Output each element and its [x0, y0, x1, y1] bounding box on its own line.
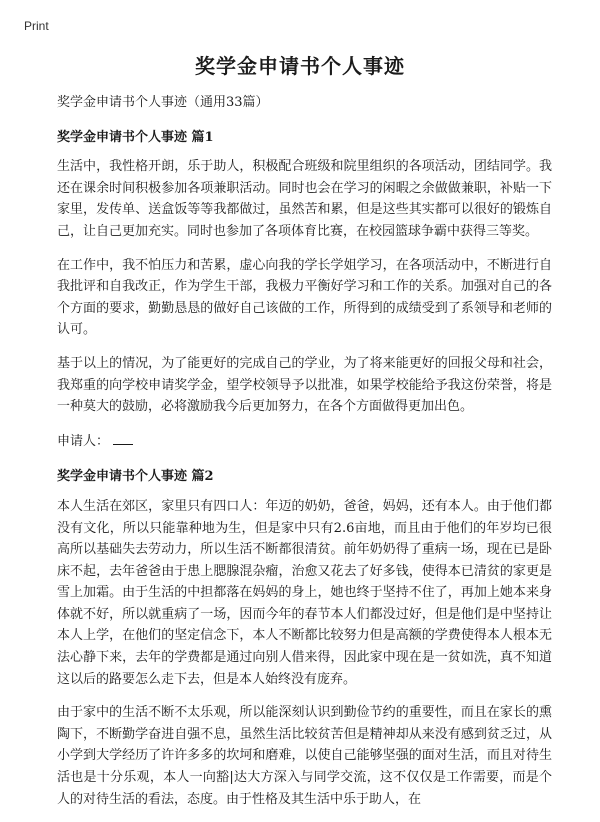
paragraph: 基于以上的情况，为了能更好的完成自己的学业，为了将来能更好的回报父母和社会，我郑重的向学校申请奖学金，望学校领导予以批准，如果学校能给予我这份荣誉，将是一种莫大的鼓励，必将激励我今后更加努力，在各个方面做得更加出色。: [57, 355, 552, 415]
paragraph: 在工作中，我不怕压力和苦累，虚心向我的学长学姐学习，在各项活动中，不断进行自我批评和自我改正，作为学生干部，我极力平衡好学习和工作的关系。加强对自己的各个方面的要求，勤勤恳恳的做好自己该做的工作，所得到的成绩受到了系领导和老师的认可。: [57, 257, 552, 338]
paragraph: 生活中，我性格开朗，乐于助人，积极配合班级和院里组织的各项活动，团结同学。我还在课余时间积极参加各项兼职活动。同时也会在学习的闲暇之余做做兼职，补贴一下家里，发传单、送盒饭等等我都做过，虽然苦和累，但是这些其实都可以很好的锻炼自己，让自己更加充实。同时也参加了各项体育比赛，在校园篮球争霸中获得三等奖。: [57, 159, 552, 239]
section-2: [57, 466, 552, 810]
paragraph: 本人生活在郊区，家里只有四口人：年迈的奶奶，爸爸，妈妈，还有本人。由于他们都没有文化，所以只能靠种地为生，但是家中只有2.6亩地，而且由于他们的年岁均已很高所以基础失去劳动力，所以生活不断都很清贫。前年奶奶得了重病一场，现在已是卧床不起，去年爸爸由于患上腮腺混杂瘤，治愈又花去了好多钱，使得本已清贫的家更是雪上加霜。由于生活的中担都落在妈妈的身上，她也终于坚持不住了，再加上她本来身体就不好，所以就重病了一场，因而今年的春节本人们都没过好，但是他们是中坚持让本人上学，在他们的坚定信念下，本人不断都比较努力但是高额的学费使得本人根本无法心静下来，去年的学费都是通过向别人借来得，因此家中现在是一贫如洗，真不知道这以后的路要怎么走下去，但是本人始终没有庞弃。: [57, 498, 552, 687]
document-body: [57, 92, 552, 822]
section-heading: 奖学金申请书个人事迹 篇1: [57, 129, 214, 145]
print-link[interactable]: Print: [24, 19, 49, 33]
section-1: [57, 127, 552, 453]
applicant-label: 申请人：: [57, 433, 110, 449]
section-heading: 奖学金申请书个人事迹 篇2: [57, 469, 214, 485]
signature-blank: [113, 430, 133, 445]
paragraph: 由于家中的生活不断不太乐观，所以能深刻认识到勤俭节约的重要性，而且在家长的熏陶下，不断勤学奋进自强不息，虽然生活比较贫苦但是精神却从来没有感到贫乏过，从小学到大学经历了许许多多的坎坷和磨难，以使自己能够坚强的面对生活，而且对待生活也是十分乐观，本人一向豁|达大方深入与同学交流，这不仅仅是工作需要，而是个人的对待生活的看法，态度。由于性格及其生活中乐于助人，在: [57, 705, 552, 807]
document-subtitle: 奖学金申请书个人事迹（通用33篇）: [57, 95, 269, 110]
applicant-signature-line: [57, 430, 552, 453]
page-title: 奖学金申请书个人事迹: [195, 54, 405, 78]
